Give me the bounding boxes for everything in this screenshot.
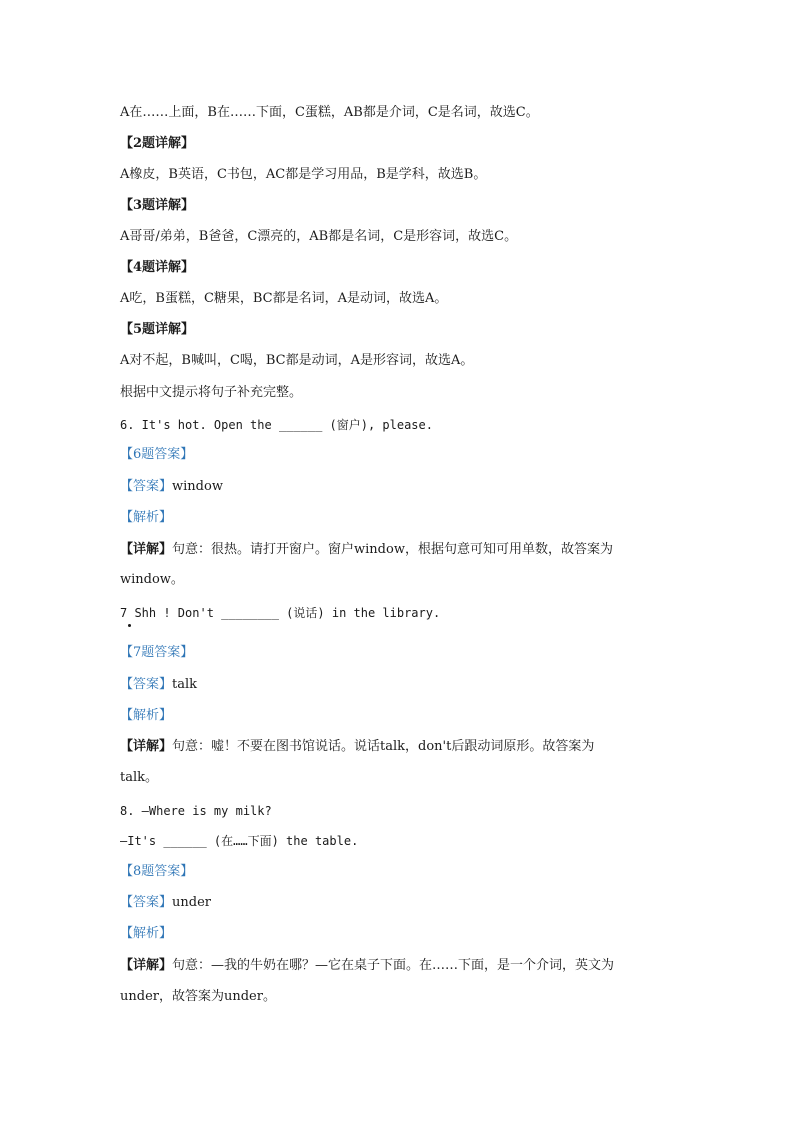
- q6-answer-line: [120, 479, 223, 495]
- detail-tag: 【详解】: [120, 542, 173, 557]
- q7-detail-line: [120, 739, 594, 755]
- detail-tag: 【详解】: [120, 958, 173, 973]
- q6-analysis-heading: 【解析】: [120, 510, 173, 525]
- q7-answer-line: [120, 677, 197, 693]
- q6-detail-line: [120, 542, 613, 558]
- q8-detail-continuation: under，故答案为under。: [120, 989, 276, 1004]
- q7-answer-heading: 【7题答案】: [120, 645, 194, 660]
- detail-text: 句意：—我的牛奶在哪？—它在桌子下面。在……下面，是一个介词，英文为: [172, 958, 615, 973]
- q2-detail-heading: 【2题详解】: [120, 136, 195, 151]
- q8-answer-line: [120, 895, 211, 911]
- q5-detail-heading: 【5题详解】: [120, 322, 195, 337]
- explanation-q1-text: A在……上面，B在……下面，C蛋糕，AB都是介词，C是名词，故选C。: [120, 105, 539, 120]
- q8-analysis-heading: 【解析】: [120, 926, 173, 941]
- detail-tag: 【详解】: [120, 739, 173, 754]
- q7-detail-continuation: talk。: [120, 770, 159, 785]
- numbering-dot: [128, 624, 131, 627]
- question-8-line1: 8. —Where is my milk?: [120, 804, 272, 818]
- question-7: 7 Shh ! Don't ________ (说话) in the library.: [120, 606, 441, 620]
- answer-tag: 【答案】: [120, 895, 173, 910]
- q6-detail-continuation: window。: [120, 572, 184, 587]
- q8-detail-line: [120, 958, 614, 974]
- answer-tag: 【答案】: [120, 677, 173, 692]
- question-8-line2: —It's ______ (在……下面) the table.: [120, 834, 359, 848]
- answer-value: window: [172, 479, 223, 494]
- explanation-q5-text: A对不起，B喊叫，C喝，BC都是动词，A是形容词，故选A。: [120, 353, 474, 368]
- answer-tag: 【答案】: [120, 479, 173, 494]
- q3-detail-heading: 【3题详解】: [120, 198, 195, 213]
- answer-value: under: [172, 895, 211, 910]
- q8-answer-heading: 【8题答案】: [120, 864, 194, 879]
- section-instruction: 根据中文提示将句子补充完整。: [120, 385, 303, 400]
- q6-answer-heading: 【6题答案】: [120, 447, 194, 462]
- question-6: 6. It's hot. Open the ______ (窗户), please.: [120, 418, 433, 432]
- detail-text: 句意：很热。请打开窗户。窗户window，根据句意可知可用单数，故答案为: [172, 542, 613, 557]
- explanation-q4-text: A吃，B蛋糕，C糖果，BC都是名词，A是动词，故选A。: [120, 291, 448, 306]
- explanation-q3-text: A哥哥/弟弟，B爸爸，C漂亮的，AB都是名词，C是形容词，故选C。: [120, 229, 518, 244]
- q4-detail-heading: 【4题详解】: [120, 260, 195, 275]
- answer-value: talk: [172, 677, 198, 692]
- explanation-q2-text: A橡皮，B英语，C书包，AC都是学习用品，B是学科，故选B。: [120, 167, 487, 182]
- detail-text: 句意：嘘！不要在图书馆说话。说话talk，don't后跟动词原形。故答案为: [172, 739, 595, 754]
- q7-analysis-heading: 【解析】: [120, 708, 173, 723]
